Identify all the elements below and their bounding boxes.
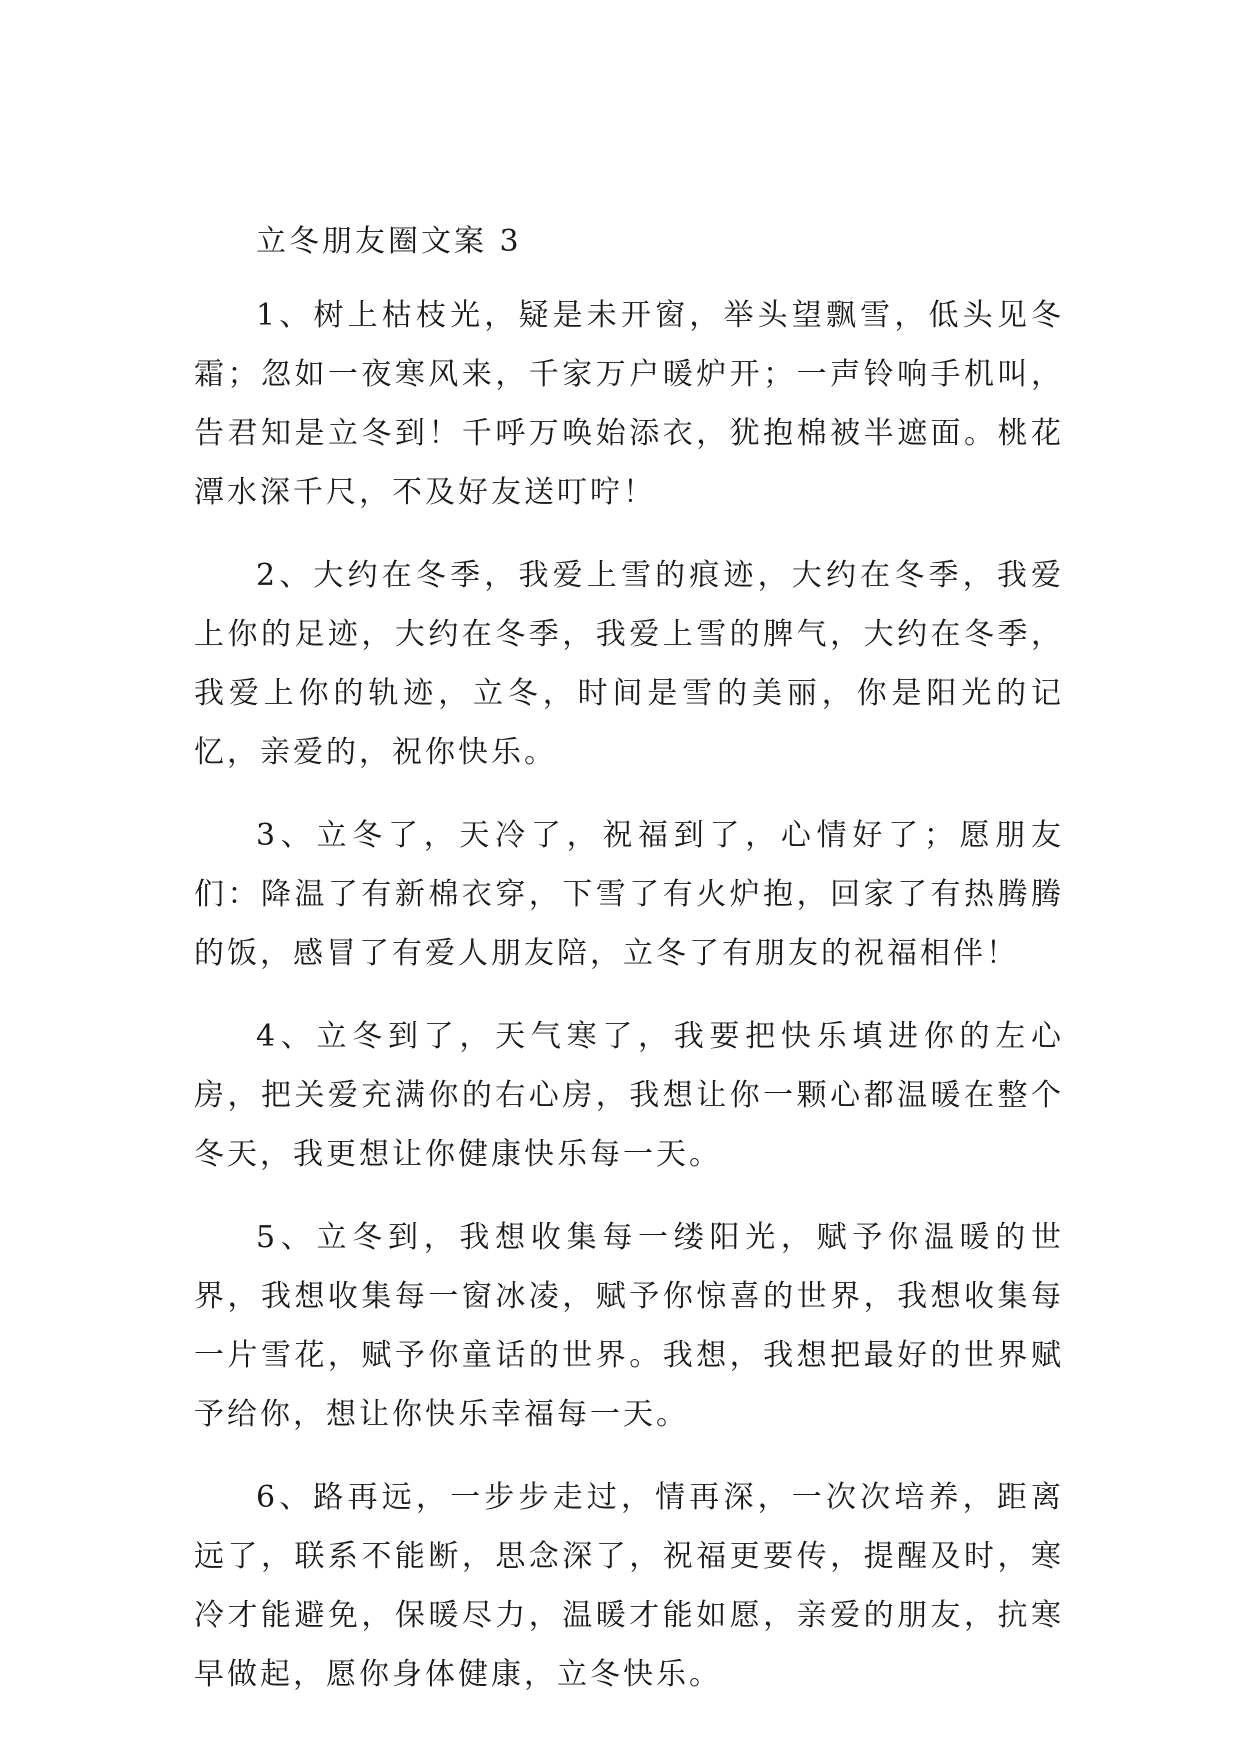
document-page bbox=[194, 222, 1064, 1704]
paragraph-4: 4、立冬到了，天气寒了，我要把快乐填进你的左心房，把关爱充满你的右心房，我想让你一颗心都温暖在整个冬天，我更想让你健康快乐每一天。 bbox=[194, 1019, 1064, 1172]
paragraph-5: 5、立冬到，我想收集每一缕阳光，赋予你温暖的世界，我想收集每一窗冰凌，赋予你惊喜的世界，我想收集每一片雪花，赋予你童话的世界。我想，我想把最好的世界赋予给你，想让你快乐幸福每一天。 bbox=[194, 1220, 1064, 1432]
document-heading: 立冬朋友圈文案 3 bbox=[256, 224, 522, 259]
paragraph-1: 1、树上枯枝光，疑是未开窗，举头望飘雪，低头见冬霜；忽如一夜寒风来，千家万户暖炉开；一声铃响手机叫，告君知是立冬到！千呼万唤始添衣，犹抱棉被半遮面。桃花潭水深千尺，不及好友送叮咛！ bbox=[194, 298, 1064, 510]
paragraph-3: 3、立冬了，天冷了，祝福到了，心情好了；愿朋友们：降温了有新棉衣穿，下雪了有火炉抱，回家了有热腾腾的饭，感冒了有爱人朋友陪，立冬了有朋友的祝福相伴！ bbox=[194, 818, 1064, 971]
paragraph-2: 2、大约在冬季，我爱上雪的痕迹，大约在冬季，我爱上你的足迹，大约在冬季，我爱上雪的脾气，大约在冬季，我爱上你的轨迹，立冬，时间是雪的美丽，你是阳光的记忆，亲爱的，祝你快乐。 bbox=[194, 558, 1064, 770]
paragraph-6: 6、路再远，一步步走过，情再深，一次次培养，距离远了，联系不能断，思念深了，祝福更要传，提醒及时，寒冷才能避免，保暖尽力，温暖才能如愿，亲爱的朋友，抗寒早做起，愿你身体健康，立冬快乐。 bbox=[194, 1480, 1064, 1692]
